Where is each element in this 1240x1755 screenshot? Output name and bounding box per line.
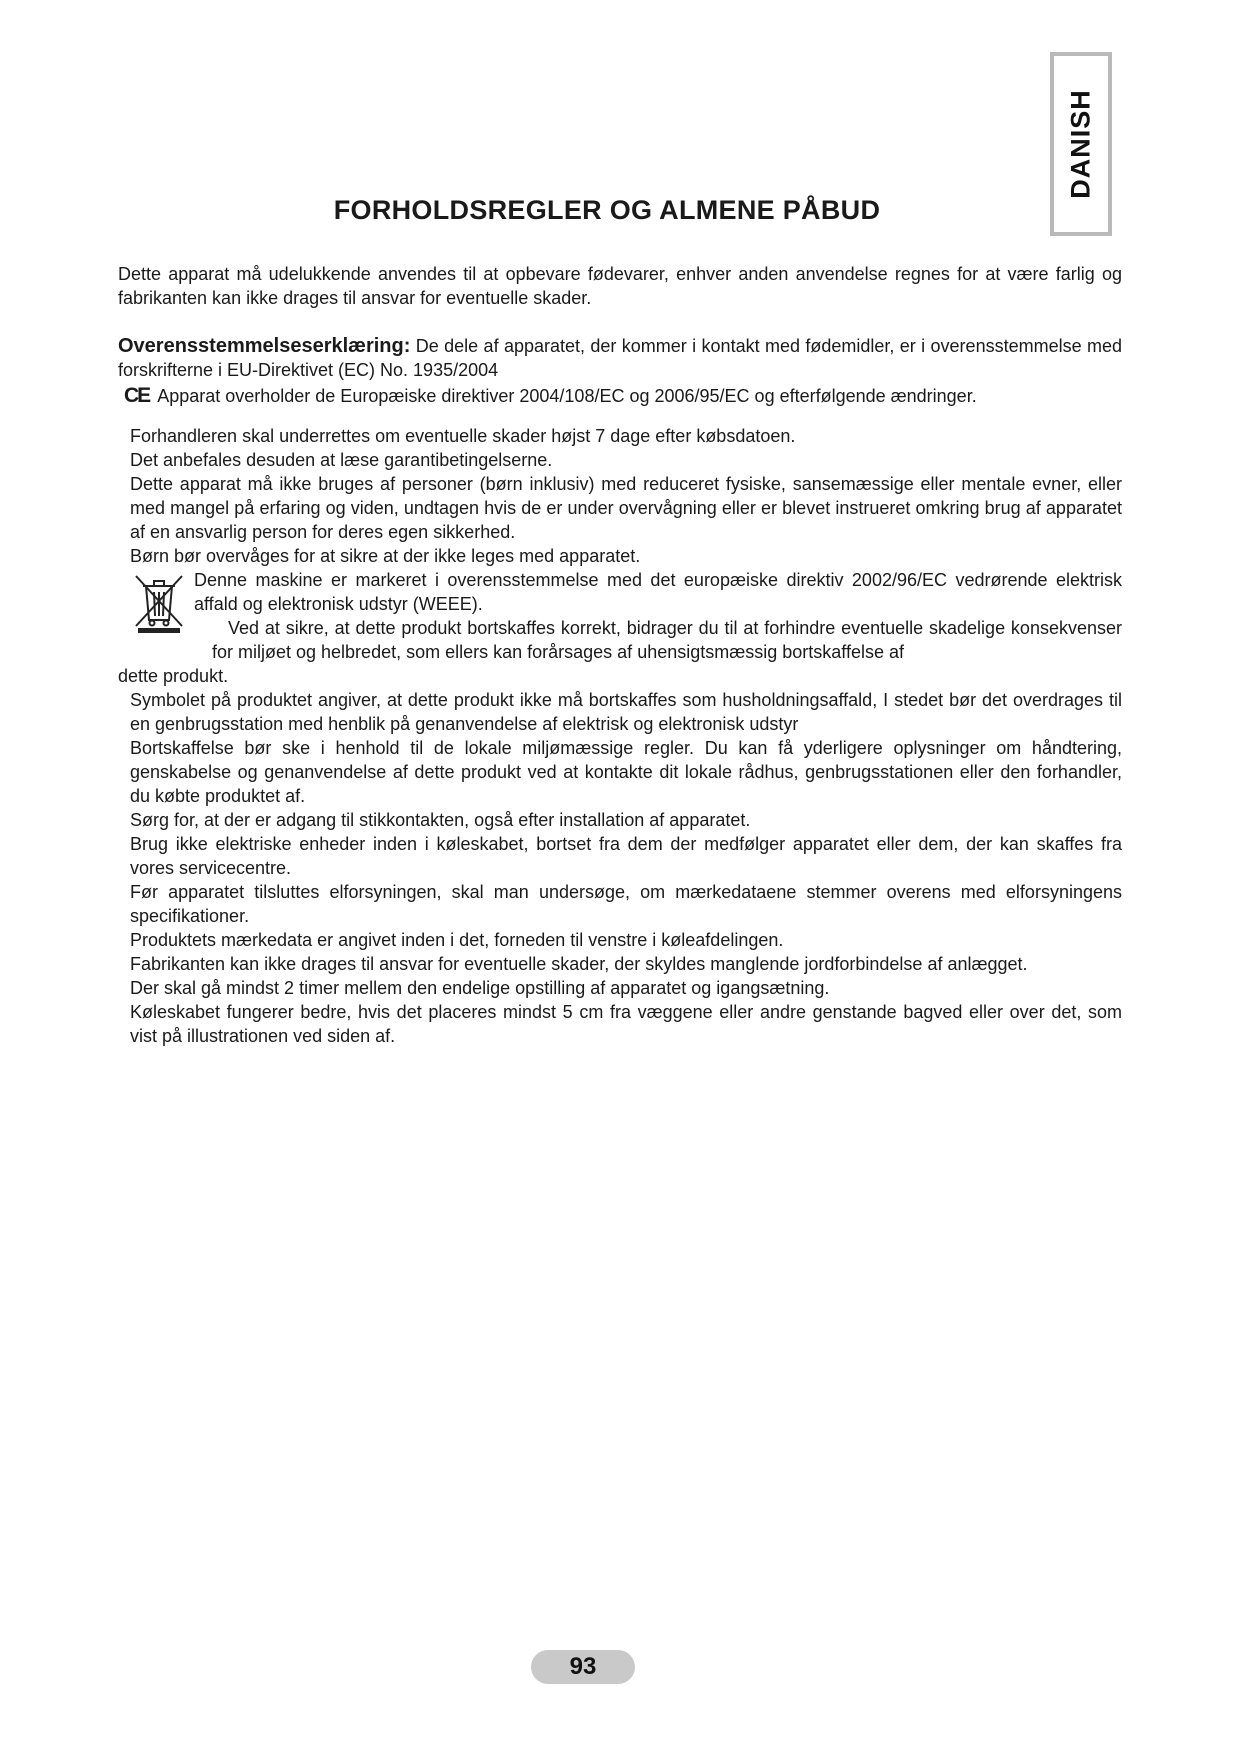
paragraph-symbol: Symbolet på produktet angiver, at dette produkt ikke må bortskaffes som husholdningsaffald, I stedet bør det overdrages til en genbrugsstation med henblik på genanvendelse af elektrisk og elektronisk udstyr (130, 690, 1122, 734)
weee-paragraph-3: dette produkt. (118, 666, 229, 686)
conformity-text: De dele af apparatet, der kommer i kontakt med fødemidler, er i overensstemmelse med forskrifterne i EU-Direktivet (EC) No. 1935/2004 (118, 336, 1122, 380)
ce-line (118, 384, 1122, 408)
weee-paragraph-2: Ved at sikre, at dette produkt bortskaffes korrekt, bidrager du til at forhindre eventuelle skadelige konsekvenser for miljøet og helbredet, som ellers kan forårsages af uhensigtsmæssig bortskaffelse af (212, 618, 1122, 662)
paragraph-grounding: Fabrikanten kan ikke drages til ansvar for eventuelle skader, der skyldes manglende jordforbindelse af anlægget. (130, 954, 1028, 974)
paragraph-power-supply: Før apparatet tilsluttes elforsyningen, skal man undersøge, om mærkedataene stemmer overens med elforsyningens specifikationer. (130, 882, 1122, 926)
conformity-paragraph (118, 334, 1122, 382)
paragraph-label-data: Produktets mærkedata er angivet inden i det, forneden til venstre i køleafdelingen. (130, 930, 784, 950)
paragraph-disposal: Bortskaffelse bør ske i henhold til de lokale miljømæssige regler. Du kan få yderligere oplysninger om håndtering, genskabelse og genanvendelse af dette produkt ved at kontakte dit lokale rådhus, genbrugsstationen eller den forhandler, du købte produktet af. (130, 738, 1122, 806)
paragraph-damage: Forhandleren skal underrettes om eventuelle skader højst 7 dage efter købsdatoen. (130, 426, 796, 446)
page-number: 93 (531, 1650, 635, 1684)
paragraph-waiting-time: Der skal gå mindst 2 timer mellem den endelige opstilling af apparatet og igangsætning. (130, 978, 830, 998)
ce-mark-icon: CE (124, 384, 150, 407)
paragraph-warranty: Det anbefales desuden at læse garantibetingelserne. (130, 450, 553, 470)
language-tab-label: DANISH (1065, 89, 1096, 199)
conformity-label: Overensstemmelseserklæring: (118, 335, 411, 357)
paragraph-electric-devices: Brug ikke elektriske enheder inden i køleskabet, bortset fra dem der medfølger apparatet eller dem, der kan skaffes fra vores servicecentre. (130, 834, 1122, 878)
intro-paragraph: Dette apparat må udelukkende anvendes til at opbevare fødevarer, enhver anden anvendelse regnes for at være farlig og fabrikanten kan ikke drages til ansvar for eventuelle skader. (118, 264, 1122, 308)
paragraph-children: Børn bør overvåges for at sikre at der ikke leges med apparatet. (130, 546, 641, 566)
page-title: FORHOLDSREGLER OG ALMENE PÅBUD (333, 195, 881, 225)
intro-block (118, 262, 1122, 408)
paragraph-socket: Sørg for, at der er adgang til stikkontakten, også efter installation af apparatet. (130, 810, 751, 830)
paragraph-clearance: Køleskabet fungerer bedre, hvis det placeres mindst 5 cm fra væggene eller andre genstande bagved eller over det, som vist på illustrationen ved siden af. (130, 1002, 1122, 1046)
paragraph-persons: Dette apparat må ikke bruges af personer (børn inklusiv) med reduceret fysiske, sansemæssige eller mentale evner, eller med mangel på erfaring og viden, undtagen hvis de er under overvågning eller er blevet instrueret omkring brug af apparatet af en ansvarlig person for deres egen sikkerhed. (130, 474, 1122, 542)
ce-text: Apparat overholder de Europæiske direktiver 2004/108/EC og 2006/95/EC og efterfølgende ændringer. (157, 386, 977, 406)
safety-block (118, 424, 1122, 1048)
weee-block (130, 568, 1122, 664)
weee-paragraph-1: Denne maskine er markeret i overensstemmelse med det europæiske direktiv 2002/96/EC vedrørende elektrisk affald og elektronisk udstyr (WEEE). (194, 570, 1122, 614)
weee-crossed-bin-icon (130, 572, 188, 634)
